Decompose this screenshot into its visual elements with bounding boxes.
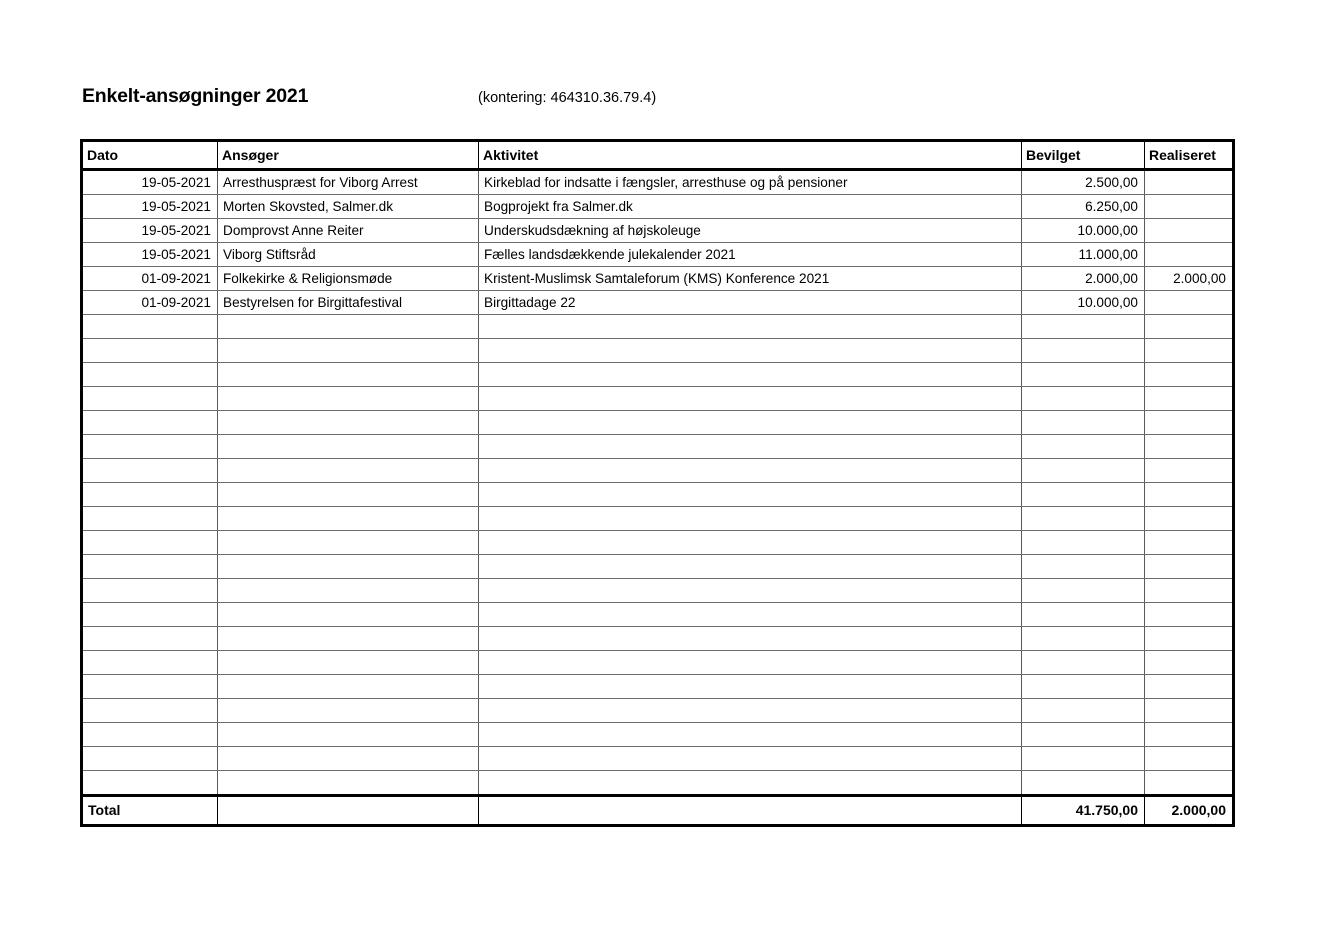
empty-cell-bevilget[interactable] <box>1022 387 1145 411</box>
table-row[interactable] <box>82 531 1234 555</box>
empty-cell-ansoger[interactable] <box>218 627 479 651</box>
empty-cell-realiseret[interactable] <box>1145 555 1234 579</box>
table-row[interactable] <box>82 411 1234 435</box>
empty-cell-bevilget[interactable] <box>1022 579 1145 603</box>
empty-cell-ansoger[interactable] <box>218 483 479 507</box>
column-header-realiseret: Realiseret <box>1145 141 1234 170</box>
total-aktivitet-cell <box>479 796 1022 826</box>
grants-table <box>80 139 1235 827</box>
empty-cell-dato[interactable] <box>82 387 218 411</box>
cell-ansoger[interactable]: Folkekirke & Religionsmøde <box>218 267 479 291</box>
empty-cell-dato[interactable] <box>82 747 218 771</box>
empty-cell-dato[interactable] <box>82 555 218 579</box>
cell-bevilget[interactable]: 6.250,00 <box>1022 195 1145 219</box>
cell-bevilget[interactable]: 11.000,00 <box>1022 243 1145 267</box>
column-header-dato: Dato <box>82 141 218 170</box>
empty-cell-ansoger[interactable] <box>218 723 479 747</box>
empty-cell-realiseret[interactable] <box>1145 459 1234 483</box>
empty-cell-aktivitet[interactable] <box>479 531 1022 555</box>
table-row[interactable] <box>82 339 1234 363</box>
empty-cell-dato[interactable] <box>82 699 218 723</box>
empty-cell-ansoger[interactable] <box>218 699 479 723</box>
table-row[interactable] <box>82 243 1234 267</box>
empty-cell-bevilget[interactable] <box>1022 747 1145 771</box>
document-header <box>82 84 1232 116</box>
empty-cell-dato[interactable] <box>82 315 218 339</box>
empty-cell-realiseret[interactable] <box>1145 387 1234 411</box>
empty-cell-aktivitet[interactable] <box>479 723 1022 747</box>
table-row[interactable] <box>82 699 1234 723</box>
empty-cell-bevilget[interactable] <box>1022 531 1145 555</box>
table-footer <box>82 796 1234 826</box>
empty-cell-realiseret[interactable] <box>1145 747 1234 771</box>
cell-dato[interactable]: 19-05-2021 <box>82 195 218 219</box>
empty-cell-bevilget[interactable] <box>1022 315 1145 339</box>
cell-ansoger[interactable]: Morten Skovsted, Salmer.dk <box>218 195 479 219</box>
empty-cell-ansoger[interactable] <box>218 363 479 387</box>
empty-cell-ansoger[interactable] <box>218 531 479 555</box>
column-header-bevilget: Bevilget <box>1022 141 1145 170</box>
account-code-label: (kontering: 464310.36.79.4) <box>478 90 657 106</box>
empty-cell-ansoger[interactable] <box>218 747 479 771</box>
cell-ansoger[interactable]: Domprovst Anne Reiter <box>218 219 479 243</box>
empty-cell-aktivitet[interactable] <box>479 747 1022 771</box>
empty-cell-dato[interactable] <box>82 603 218 627</box>
cell-dato[interactable]: 19-05-2021 <box>82 219 218 243</box>
table-body <box>82 170 1234 796</box>
empty-cell-bevilget[interactable] <box>1022 675 1145 699</box>
empty-cell-realiseret[interactable] <box>1145 699 1234 723</box>
empty-cell-dato[interactable] <box>82 411 218 435</box>
empty-cell-bevilget[interactable] <box>1022 771 1145 796</box>
table-row[interactable] <box>82 315 1234 339</box>
total-row <box>82 796 1234 826</box>
table-row[interactable] <box>82 627 1234 651</box>
cell-aktivitet[interactable]: Kristent-Muslimsk Samtaleforum (KMS) Konference 2021 <box>479 267 1022 291</box>
empty-cell-ansoger[interactable] <box>218 435 479 459</box>
empty-cell-bevilget[interactable] <box>1022 363 1145 387</box>
empty-cell-dato[interactable] <box>82 579 218 603</box>
empty-cell-ansoger[interactable] <box>218 315 479 339</box>
empty-cell-bevilget[interactable] <box>1022 411 1145 435</box>
table-row[interactable] <box>82 435 1234 459</box>
table-row[interactable] <box>82 195 1234 219</box>
empty-cell-realiseret[interactable] <box>1145 363 1234 387</box>
table-row[interactable] <box>82 459 1234 483</box>
cell-aktivitet[interactable]: Fælles landsdækkende julekalender 2021 <box>479 243 1022 267</box>
empty-cell-realiseret[interactable] <box>1145 723 1234 747</box>
table-row[interactable] <box>82 723 1234 747</box>
empty-cell-aktivitet[interactable] <box>479 651 1022 675</box>
table-header <box>82 141 1234 170</box>
cell-realiseret[interactable] <box>1145 243 1234 267</box>
empty-cell-bevilget[interactable] <box>1022 723 1145 747</box>
empty-cell-aktivitet[interactable] <box>479 675 1022 699</box>
empty-cell-aktivitet[interactable] <box>479 339 1022 363</box>
table-row[interactable] <box>82 363 1234 387</box>
empty-cell-realiseret[interactable] <box>1145 507 1234 531</box>
empty-cell-bevilget[interactable] <box>1022 507 1145 531</box>
column-header-ansoger: Ansøger <box>218 141 479 170</box>
empty-cell-dato[interactable] <box>82 651 218 675</box>
cell-realiseret[interactable] <box>1145 195 1234 219</box>
empty-cell-ansoger[interactable] <box>218 675 479 699</box>
empty-cell-realiseret[interactable] <box>1145 651 1234 675</box>
cell-realiseret[interactable] <box>1145 291 1234 315</box>
empty-cell-aktivitet[interactable] <box>479 507 1022 531</box>
empty-cell-ansoger[interactable] <box>218 579 479 603</box>
empty-cell-realiseret[interactable] <box>1145 675 1234 699</box>
empty-cell-bevilget[interactable] <box>1022 627 1145 651</box>
empty-cell-aktivitet[interactable] <box>479 459 1022 483</box>
empty-cell-dato[interactable] <box>82 675 218 699</box>
empty-cell-realiseret[interactable] <box>1145 435 1234 459</box>
empty-cell-dato[interactable] <box>82 459 218 483</box>
empty-cell-bevilget[interactable] <box>1022 435 1145 459</box>
cell-aktivitet[interactable]: Underskudsdækning af højskoleuge <box>479 219 1022 243</box>
column-header-aktivitet: Aktivitet <box>479 141 1022 170</box>
total-label: Total <box>82 796 218 826</box>
empty-cell-aktivitet[interactable] <box>479 411 1022 435</box>
empty-cell-ansoger[interactable] <box>218 411 479 435</box>
cell-dato[interactable]: 01-09-2021 <box>82 291 218 315</box>
empty-cell-aktivitet[interactable] <box>479 315 1022 339</box>
table-row[interactable] <box>82 387 1234 411</box>
cell-dato[interactable]: 19-05-2021 <box>82 170 218 195</box>
empty-cell-aktivitet[interactable] <box>479 579 1022 603</box>
empty-cell-aktivitet[interactable] <box>479 603 1022 627</box>
table-header-row <box>82 141 1234 170</box>
empty-cell-dato[interactable] <box>82 723 218 747</box>
empty-cell-aktivitet[interactable] <box>479 435 1022 459</box>
table-row[interactable] <box>82 219 1234 243</box>
empty-cell-aktivitet[interactable] <box>479 771 1022 796</box>
empty-cell-bevilget[interactable] <box>1022 651 1145 675</box>
empty-cell-ansoger[interactable] <box>218 507 479 531</box>
table-row[interactable] <box>82 170 1234 195</box>
table-row[interactable] <box>82 483 1234 507</box>
table-row[interactable] <box>82 771 1234 796</box>
cell-realiseret[interactable]: 2.000,00 <box>1145 267 1234 291</box>
cell-bevilget[interactable]: 2.500,00 <box>1022 170 1145 195</box>
empty-cell-bevilget[interactable] <box>1022 483 1145 507</box>
table-row[interactable] <box>82 555 1234 579</box>
empty-cell-ansoger[interactable] <box>218 651 479 675</box>
empty-cell-realiseret[interactable] <box>1145 627 1234 651</box>
empty-cell-realiseret[interactable] <box>1145 579 1234 603</box>
cell-aktivitet[interactable]: Bogprojekt fra Salmer.dk <box>479 195 1022 219</box>
empty-cell-ansoger[interactable] <box>218 555 479 579</box>
empty-cell-bevilget[interactable] <box>1022 339 1145 363</box>
table-row[interactable] <box>82 603 1234 627</box>
empty-cell-bevilget[interactable] <box>1022 555 1145 579</box>
total-ansoger-cell <box>218 796 479 826</box>
cell-ansoger[interactable]: Bestyrelsen for Birgittafestival <box>218 291 479 315</box>
total-realiseret-value: 2.000,00 <box>1145 796 1234 826</box>
cell-dato[interactable]: 01-09-2021 <box>82 267 218 291</box>
table-row[interactable] <box>82 651 1234 675</box>
empty-cell-bevilget[interactable] <box>1022 603 1145 627</box>
empty-cell-realiseret[interactable] <box>1145 315 1234 339</box>
table-row[interactable] <box>82 291 1234 315</box>
cell-aktivitet[interactable]: Birgittadage 22 <box>479 291 1022 315</box>
empty-cell-bevilget[interactable] <box>1022 699 1145 723</box>
empty-cell-dato[interactable] <box>82 363 218 387</box>
empty-cell-aktivitet[interactable] <box>479 699 1022 723</box>
table-row[interactable] <box>82 675 1234 699</box>
cell-dato[interactable]: 19-05-2021 <box>82 243 218 267</box>
table-row[interactable] <box>82 507 1234 531</box>
cell-bevilget[interactable]: 2.000,00 <box>1022 267 1145 291</box>
empty-cell-ansoger[interactable] <box>218 771 479 796</box>
cell-aktivitet[interactable]: Kirkeblad for indsatte i fængsler, arresthuse og på pensioner <box>479 170 1022 195</box>
empty-cell-dato[interactable] <box>82 483 218 507</box>
cell-realiseret[interactable] <box>1145 219 1234 243</box>
empty-cell-aktivitet[interactable] <box>479 627 1022 651</box>
empty-cell-realiseret[interactable] <box>1145 771 1234 796</box>
empty-cell-realiseret[interactable] <box>1145 339 1234 363</box>
empty-cell-realiseret[interactable] <box>1145 411 1234 435</box>
empty-cell-ansoger[interactable] <box>218 387 479 411</box>
empty-cell-realiseret[interactable] <box>1145 483 1234 507</box>
empty-cell-aktivitet[interactable] <box>479 555 1022 579</box>
empty-cell-dato[interactable] <box>82 771 218 796</box>
page-title: Enkelt-ansøgninger 2021 <box>82 85 309 107</box>
table-row[interactable] <box>82 579 1234 603</box>
empty-cell-dato[interactable] <box>82 507 218 531</box>
empty-cell-ansoger[interactable] <box>218 339 479 363</box>
empty-cell-realiseret[interactable] <box>1145 531 1234 555</box>
table-row[interactable] <box>82 747 1234 771</box>
total-bevilget-value: 41.750,00 <box>1022 796 1145 826</box>
cell-bevilget[interactable]: 10.000,00 <box>1022 219 1145 243</box>
empty-cell-aktivitet[interactable] <box>479 483 1022 507</box>
empty-cell-aktivitet[interactable] <box>479 363 1022 387</box>
cell-realiseret[interactable] <box>1145 170 1234 195</box>
empty-cell-realiseret[interactable] <box>1145 603 1234 627</box>
empty-cell-aktivitet[interactable] <box>479 387 1022 411</box>
empty-cell-bevilget[interactable] <box>1022 459 1145 483</box>
empty-cell-dato[interactable] <box>82 339 218 363</box>
cell-bevilget[interactable]: 10.000,00 <box>1022 291 1145 315</box>
table-row[interactable] <box>82 267 1234 291</box>
empty-cell-dato[interactable] <box>82 435 218 459</box>
empty-cell-ansoger[interactable] <box>218 603 479 627</box>
empty-cell-ansoger[interactable] <box>218 459 479 483</box>
cell-ansoger[interactable]: Arresthuspræst for Viborg Arrest <box>218 170 479 195</box>
cell-ansoger[interactable]: Viborg Stiftsråd <box>218 243 479 267</box>
empty-cell-dato[interactable] <box>82 531 218 555</box>
empty-cell-dato[interactable] <box>82 627 218 651</box>
